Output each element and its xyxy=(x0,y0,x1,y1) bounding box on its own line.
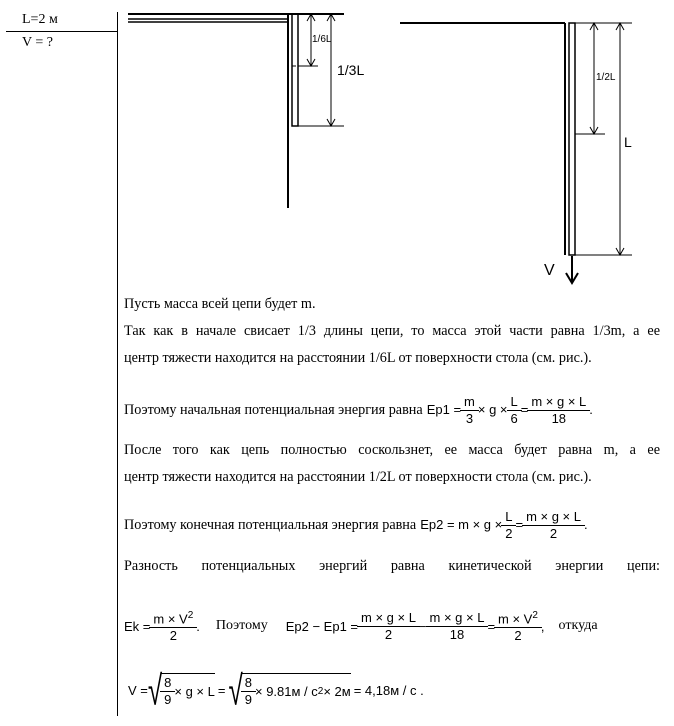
den: 18 xyxy=(426,626,489,643)
minus: − xyxy=(418,618,427,634)
diff-lhs: Ep2 − Ep1 = xyxy=(285,618,358,634)
equals: = xyxy=(217,682,226,698)
comma: , xyxy=(540,618,545,634)
num: m × g × L xyxy=(531,393,587,409)
ep2-formula xyxy=(420,509,587,542)
radical: √ xyxy=(228,666,243,714)
ep1-frac-result xyxy=(529,394,588,427)
den: 2 xyxy=(501,525,516,542)
num xyxy=(151,608,195,627)
label-L: L xyxy=(624,134,632,150)
den: 2 xyxy=(149,627,197,644)
den: 6 xyxy=(507,410,522,427)
radicand xyxy=(161,673,215,708)
ep1-frac-m3 xyxy=(462,394,477,427)
den: 2 xyxy=(357,626,420,643)
ek-frac xyxy=(151,608,195,644)
para-mass: Пусть масса всей цепи будет m. xyxy=(124,296,316,312)
given-L: L=2 м xyxy=(22,12,58,27)
num: m × g × L xyxy=(526,508,581,524)
v-r1: × g × L xyxy=(174,683,215,699)
label-V: V xyxy=(544,262,555,279)
sup: 2 xyxy=(317,685,324,697)
diff-num-text: m × V xyxy=(498,611,533,627)
den: 9 xyxy=(160,691,175,708)
num: 8 xyxy=(244,674,252,690)
v-r2a: × 9.81м / c xyxy=(254,683,318,699)
ek-lhs: Ek = xyxy=(124,618,151,634)
therefore-text: Поэтому xyxy=(215,618,268,633)
diff-frac-2 xyxy=(428,610,487,643)
ep2-frac-result xyxy=(524,509,583,542)
num: m xyxy=(464,393,475,409)
v-result: = 4,18м / c . xyxy=(353,682,424,698)
label-1-6L: 1/6L xyxy=(312,34,332,45)
equals: = xyxy=(520,402,529,417)
chain-hanging-1 xyxy=(292,14,298,126)
ep2-frac-L2 xyxy=(503,509,514,542)
num: L xyxy=(505,508,513,524)
whence-text: откуда xyxy=(558,618,598,633)
line-ek xyxy=(124,604,660,648)
den: 2 xyxy=(522,525,585,542)
sqrt-2 xyxy=(228,666,351,714)
line-ep1 xyxy=(124,390,660,430)
diff-frac-3 xyxy=(496,608,540,644)
chain-hanging-2 xyxy=(569,23,575,255)
den: 3 xyxy=(460,410,479,427)
para-difference: Разность потенциальных энергий равна кинетической энергии цепи: xyxy=(124,558,660,574)
line-v xyxy=(128,668,658,712)
period: . xyxy=(583,517,588,532)
ep1-frac-L6 xyxy=(509,394,520,427)
para-final-1: После того как цепь полностью соскользнет, ее масса будет равна m, а ее xyxy=(124,442,660,458)
label-1-2L: 1/2L xyxy=(596,72,616,83)
equals: = xyxy=(487,618,496,634)
para-final-2: центр тяжести находится на расстоянии 1/2L от поверхности стола (см. рис.). xyxy=(124,469,592,485)
v-frac-1 xyxy=(162,675,173,708)
sup: 2 xyxy=(532,609,538,621)
num: L xyxy=(510,393,518,409)
equals: = xyxy=(515,517,524,532)
v-lhs: V = xyxy=(128,682,148,698)
v-frac-2 xyxy=(243,675,254,708)
den: 18 xyxy=(527,410,590,427)
ep1-lhs: Ep1 = xyxy=(426,402,462,417)
ep2-text: Поэтому конечная потенциальная энергия равна xyxy=(124,517,417,533)
ek-num-text: m × V xyxy=(153,611,188,627)
ep1-mid: × g × xyxy=(477,402,508,417)
label-1-3L: 1/3L xyxy=(337,62,365,78)
sqrt-1 xyxy=(147,666,215,714)
diff-frac-1 xyxy=(359,610,418,643)
den: 2 xyxy=(494,627,542,644)
para-initial-2: центр тяжести находится на расстоянии 1/6L от поверхности стола (см. рис.). xyxy=(124,350,592,366)
radical: √ xyxy=(147,666,163,714)
num xyxy=(496,608,540,627)
num: 8 xyxy=(164,674,172,690)
ep1-text: Поэтому начальная потенциальная энергия равна xyxy=(124,402,423,418)
line-ep2 xyxy=(124,505,660,545)
ep1-formula xyxy=(427,394,593,427)
ep2-lhs: Ep2 = m × g × xyxy=(420,517,503,532)
para-initial-1: Так как в начале свисает 1/3 длины цепи, то масса этой части равна 1/3m, а ее xyxy=(124,323,660,339)
num: m × g × L xyxy=(429,609,485,625)
num: m × g × L xyxy=(361,609,416,625)
sup: 2 xyxy=(187,609,194,621)
v-r2b: × 2м xyxy=(323,683,351,699)
period: . xyxy=(589,402,593,417)
den: 9 xyxy=(241,691,256,708)
radicand xyxy=(242,673,351,708)
given-V: V = ? xyxy=(22,35,53,50)
dot: . xyxy=(196,618,200,634)
